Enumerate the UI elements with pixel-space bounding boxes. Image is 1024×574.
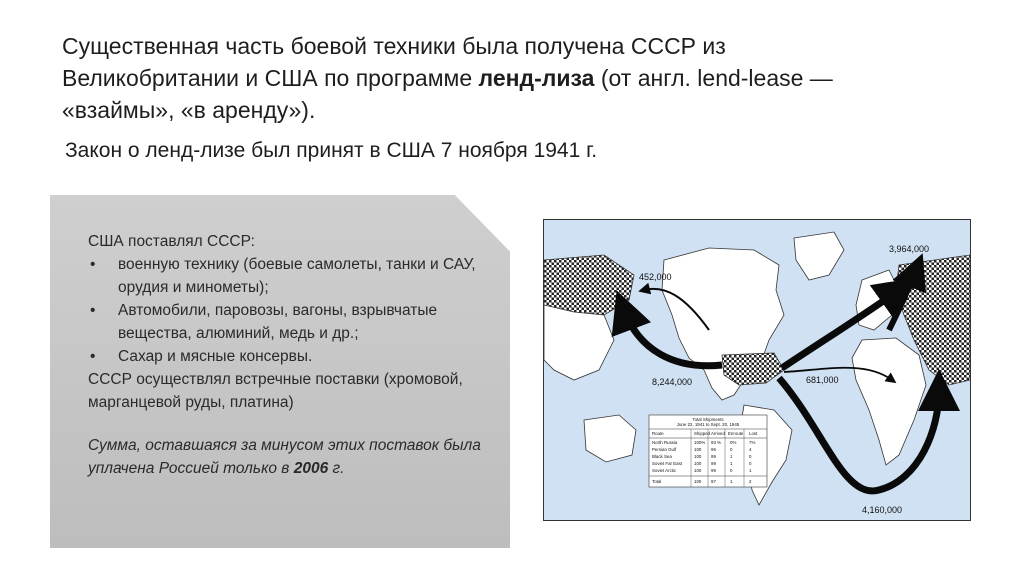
law-date-line: Закон о ленд-лизе был принят в США 7 ноября 1941 г. [65, 139, 598, 162]
table-cell: 100 [694, 468, 702, 473]
table-cell: 4 [749, 447, 752, 452]
table-cell: 96 [711, 447, 716, 452]
table-cell: 97 [711, 479, 716, 484]
table-cell: 0 [730, 468, 733, 473]
label-north-russia: 3,964,000 [889, 244, 930, 254]
payment-note-text: Сумма, оставшаяся за минусом этих поставок была уплачена Россией только в [88, 437, 481, 477]
table-cell: 100 [694, 447, 702, 452]
table-cell: 0 [730, 447, 733, 452]
table-cell: Persian Gulf [652, 447, 677, 452]
table-cell: North Russia [652, 440, 678, 445]
table-header-enroute: Enroute [728, 431, 744, 436]
label-pacific: 452,000 [639, 272, 672, 282]
table-cell: 99 [711, 454, 716, 459]
label-us-pacific: 8,244,000 [652, 377, 693, 387]
table-cell: 0 [749, 461, 752, 466]
table-header-route: Route [652, 431, 664, 436]
payment-note [88, 434, 498, 480]
table-cell: 100 [694, 454, 702, 459]
table-cell: 2 [749, 479, 752, 484]
table-cell: 99 [711, 468, 716, 473]
headline-line-3: «взаймы», «в аренду»). [62, 97, 316, 123]
list-item-text: Автомобили, паровозы, вагоны, взрывчатые вещества, алюминий, медь и др.; [118, 302, 438, 342]
payment-year: 2006 [293, 460, 329, 477]
counter-supplies-text: СССР осуществлял встречные поставки (хромовой, марганцевой руды, платина) [88, 371, 463, 411]
table-cell: Soviet Arctic [652, 468, 677, 473]
table-cell: Black Sea [652, 454, 672, 459]
list-item-text: военную технику (боевые самолеты, танки и САУ, орудия и минометы); [118, 256, 476, 296]
bullet: • [90, 348, 96, 365]
list-item [88, 253, 498, 299]
bullet: • [90, 302, 96, 319]
table-cell: 1 [730, 461, 733, 466]
label-south-route: 4,160,000 [862, 505, 903, 515]
panel-title: США поставлял СССР: [88, 233, 255, 250]
table-cell: 7% [749, 440, 756, 445]
table-cell: 99 [711, 461, 716, 466]
table-cell: 93 % [711, 440, 722, 445]
table-cell: 100 [694, 461, 702, 466]
lend-lease-routes-map [543, 219, 971, 521]
headline-line-2-pre: Великобритании и США по программе [62, 65, 479, 91]
table-cell: 1 [730, 454, 733, 459]
table-cell: 0 [749, 454, 752, 459]
table-cell: Total [652, 479, 662, 484]
headline-line-2-post: (от англ. lend-lease — [594, 65, 833, 91]
list-item-text: Сахар и мясные консервы. [118, 348, 313, 365]
table-cell: 1 [730, 479, 733, 484]
table-cell: 1 [749, 468, 752, 473]
supply-list [88, 253, 498, 368]
table-header-lost: Lost [749, 431, 758, 436]
headline-line-2 [62, 62, 962, 94]
label-mid-atlantic: 681,000 [806, 375, 839, 385]
table-cell: 0% [730, 440, 737, 445]
bullet: • [90, 256, 96, 273]
list-item [88, 299, 498, 345]
list-item [88, 345, 498, 368]
table-title: Total Shipments [692, 417, 724, 422]
table-subtitle: June 22, 1941 to Sept. 20, 1945 [676, 422, 740, 427]
world-map-figure [544, 220, 970, 520]
headline [62, 30, 962, 126]
info-panel [88, 230, 498, 480]
table-cell: 100% [694, 440, 706, 445]
headline-line-1: Существенная часть боевой техники была получена СССР из [62, 33, 726, 59]
table-header-shipped: Shipped [694, 431, 711, 436]
payment-note-end: г. [328, 460, 345, 477]
lend-lease-term: ленд-лиза [478, 65, 595, 91]
table-cell: Soviet Far East [652, 461, 683, 466]
total-shipments-table [649, 415, 767, 487]
table-cell: 100 [694, 479, 702, 484]
table-header-arrived: Arrived [711, 431, 725, 436]
